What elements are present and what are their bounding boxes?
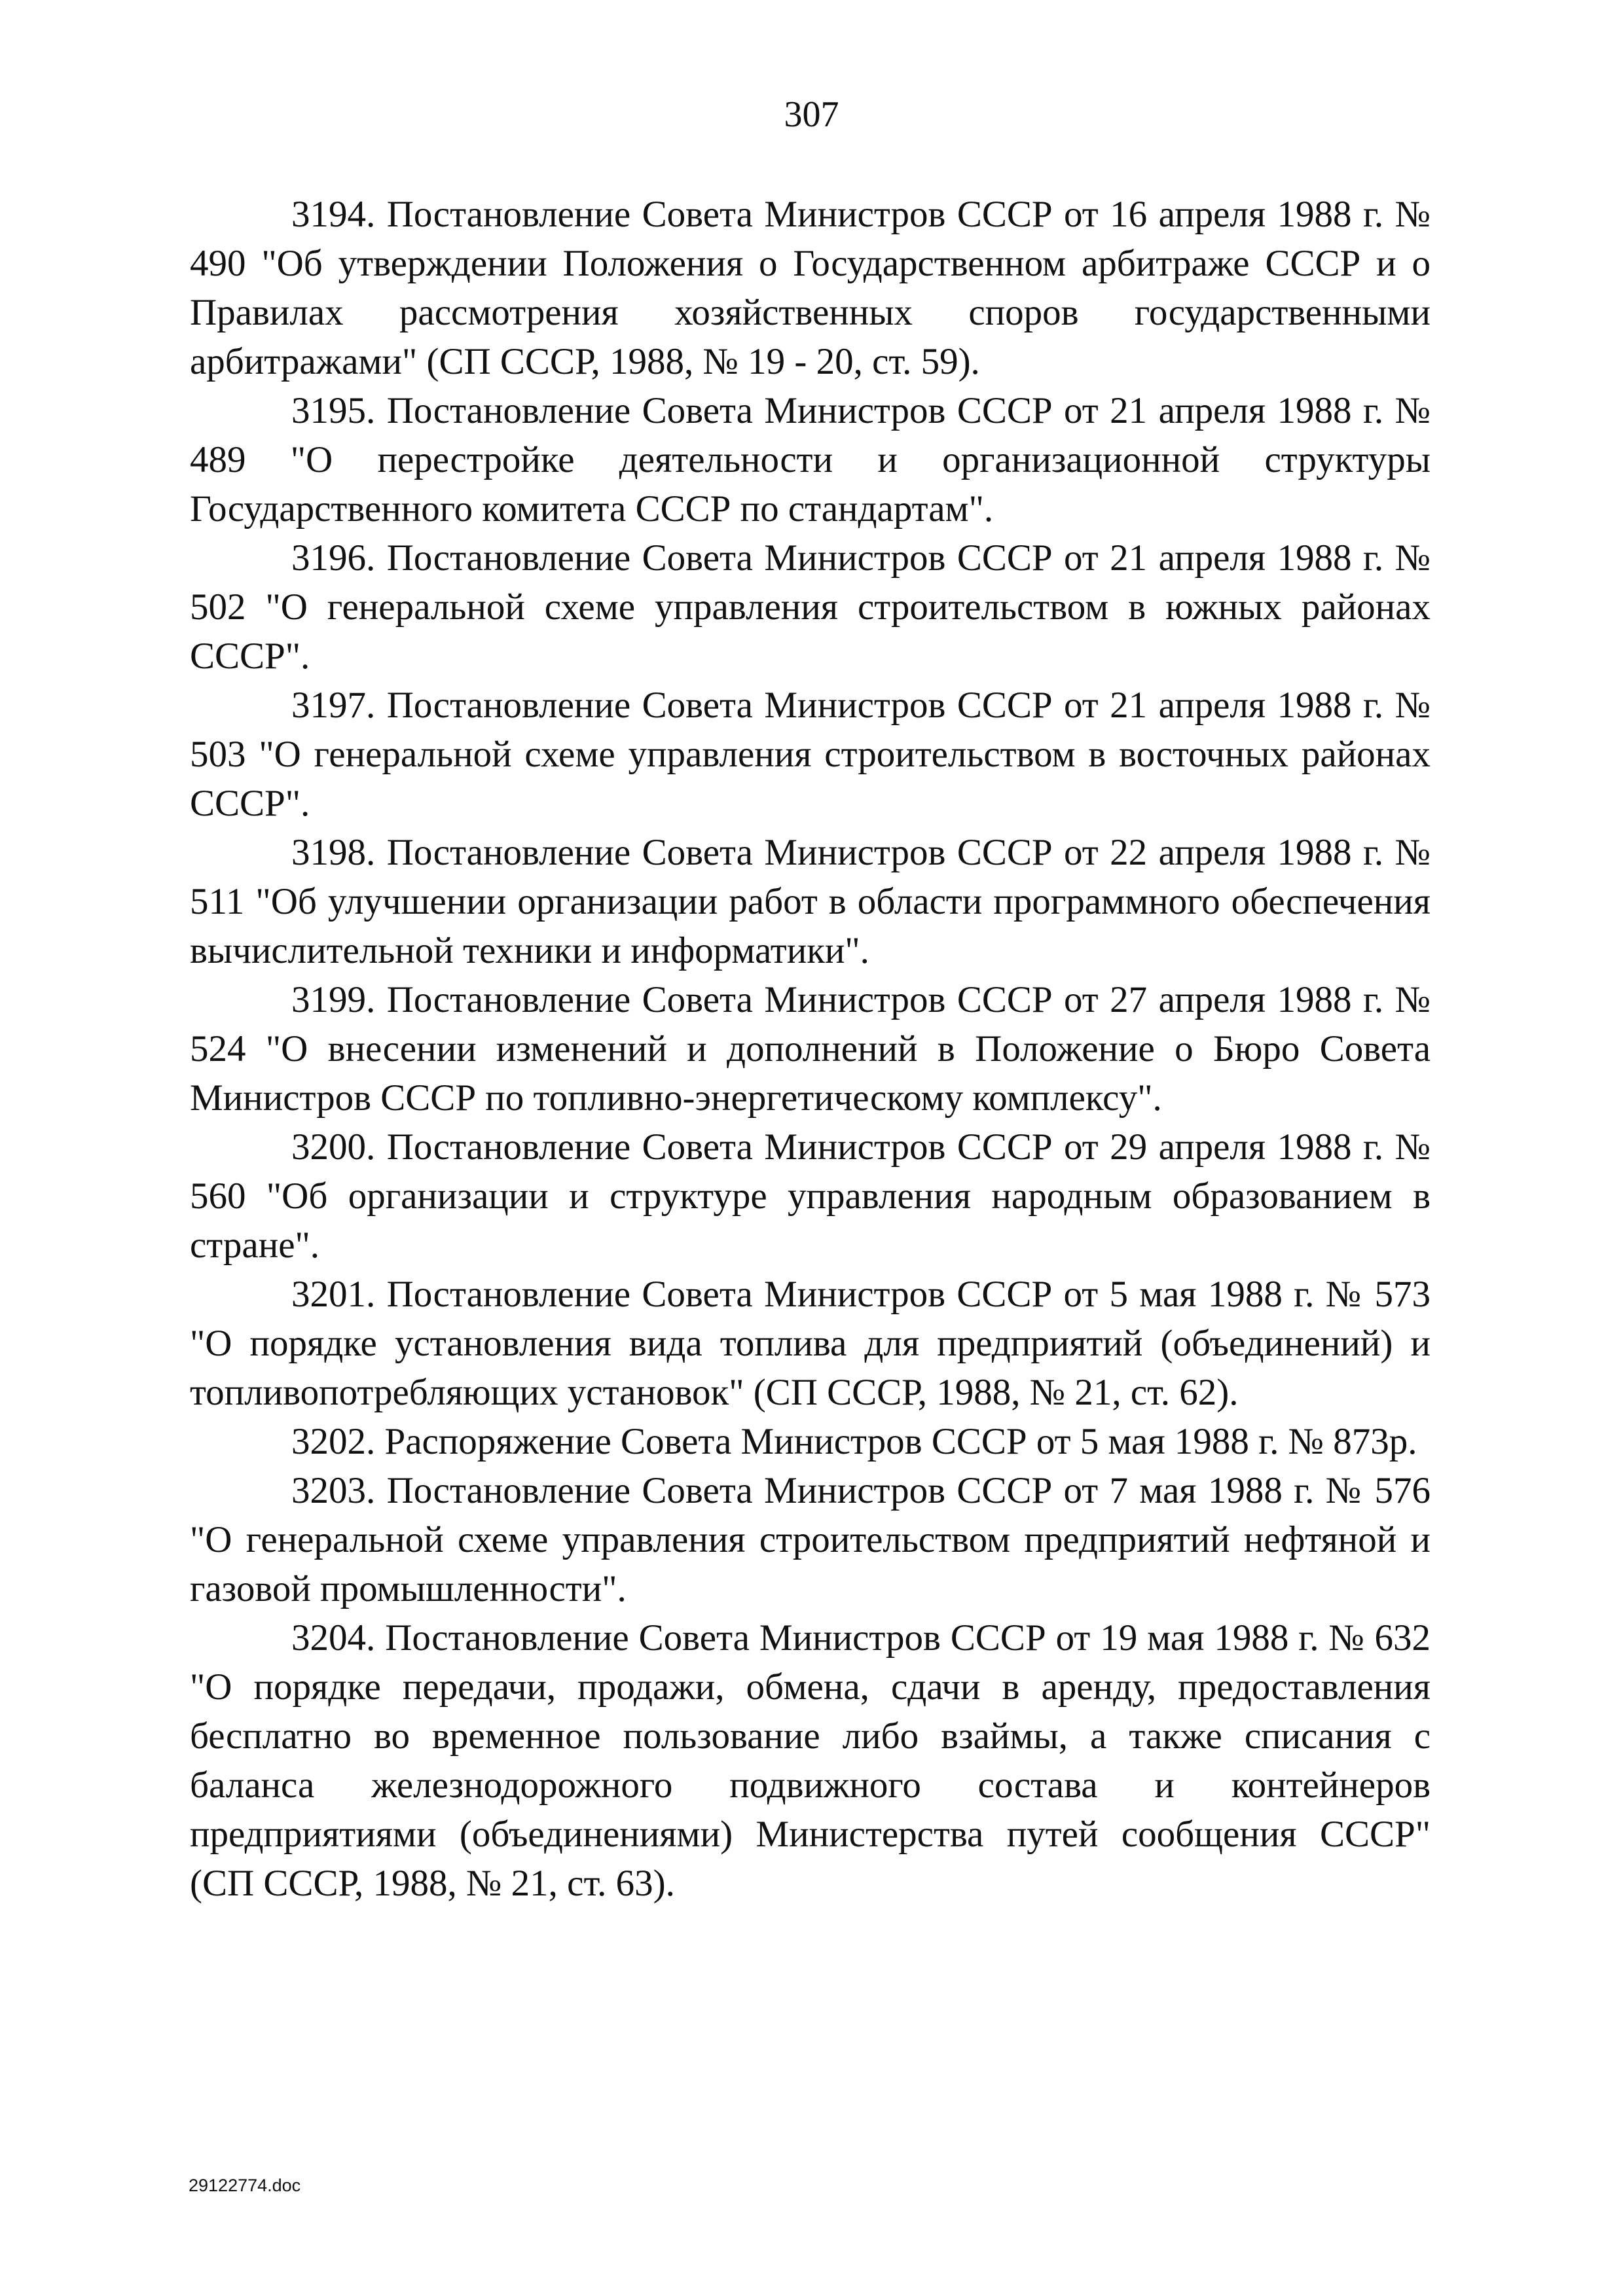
list-item: 3195. Постановление Совета Министров СССР от 21 апреля 1988 г. № 489 "О перестройке деятельности и организационной структуры Государственного комитета СССР по стандартам". <box>190 390 1431 529</box>
list-item: 3204. Постановление Совета Министров СССР от 19 мая 1988 г. № 632 "О порядке передачи, продажи, обмена, сдачи в аренду, предоставления бесплатно во временное пользование либо взаймы, а также списания с баланса железнодорожного подвижного состава и контейнеров предприятиями (объединениями) Министерства путей сообщения СССР" (СП СССР, 1988, № 21, ст. 63). <box>190 1617 1431 1904</box>
page-number: 307 <box>784 94 839 135</box>
list-item: 3196. Постановление Совета Министров СССР от 21 апреля 1988 г. № 502 "О генеральной схеме управления строительством в южных районах СССР". <box>190 537 1431 677</box>
list-item: 3201. Постановление Совета Министров СССР от 5 мая 1988 г. № 573 "О порядке установления вида топлива для предприятий (объединений) и топливопотребляющих установок" (СП СССР, 1988, № 21, ст. 62). <box>190 1274 1431 1413</box>
list-item: 3203. Постановление Совета Министров СССР от 7 мая 1988 г. № 576 "О генеральной схеме управления строительством предприятий нефтяной и газовой промышленности". <box>190 1470 1431 1609</box>
document-body <box>190 190 1431 1908</box>
list-item: 3197. Постановление Совета Министров СССР от 21 апреля 1988 г. № 503 "О генеральной схеме управления строительством в восточных районах СССР". <box>190 685 1431 824</box>
list-item: 3199. Постановление Совета Министров СССР от 27 апреля 1988 г. № 524 "О внесении изменений и дополнений в Положение о Бюро Совета Министров СССР по топливно-энергетическому комплексу". <box>190 979 1431 1119</box>
list-item: 3202. Распоряжение Совета Министров СССР от 5 мая 1988 г. № 873р. <box>291 1421 1417 1462</box>
list-item: 3194. Постановление Совета Министров СССР от 16 апреля 1988 г. № 490 "Об утверждении Положения о Государственном арбитраже СССР и о Правилах рассмотрения хозяйственных споров государственными арбитражами" (СП СССР, 1988, № 19 - 20, ст. 59). <box>190 194 1431 382</box>
document-filename: 29122774.doc <box>189 2176 301 2195</box>
list-item: 3198. Постановление Совета Министров СССР от 22 апреля 1988 г. № 511 "Об улучшении организации работ в области программного обеспечения вычислительной техники и информатики". <box>190 832 1431 971</box>
list-item: 3200. Постановление Совета Министров СССР от 29 апреля 1988 г. № 560 "Об организации и структуре управления народным образованием в стране". <box>190 1126 1431 1266</box>
